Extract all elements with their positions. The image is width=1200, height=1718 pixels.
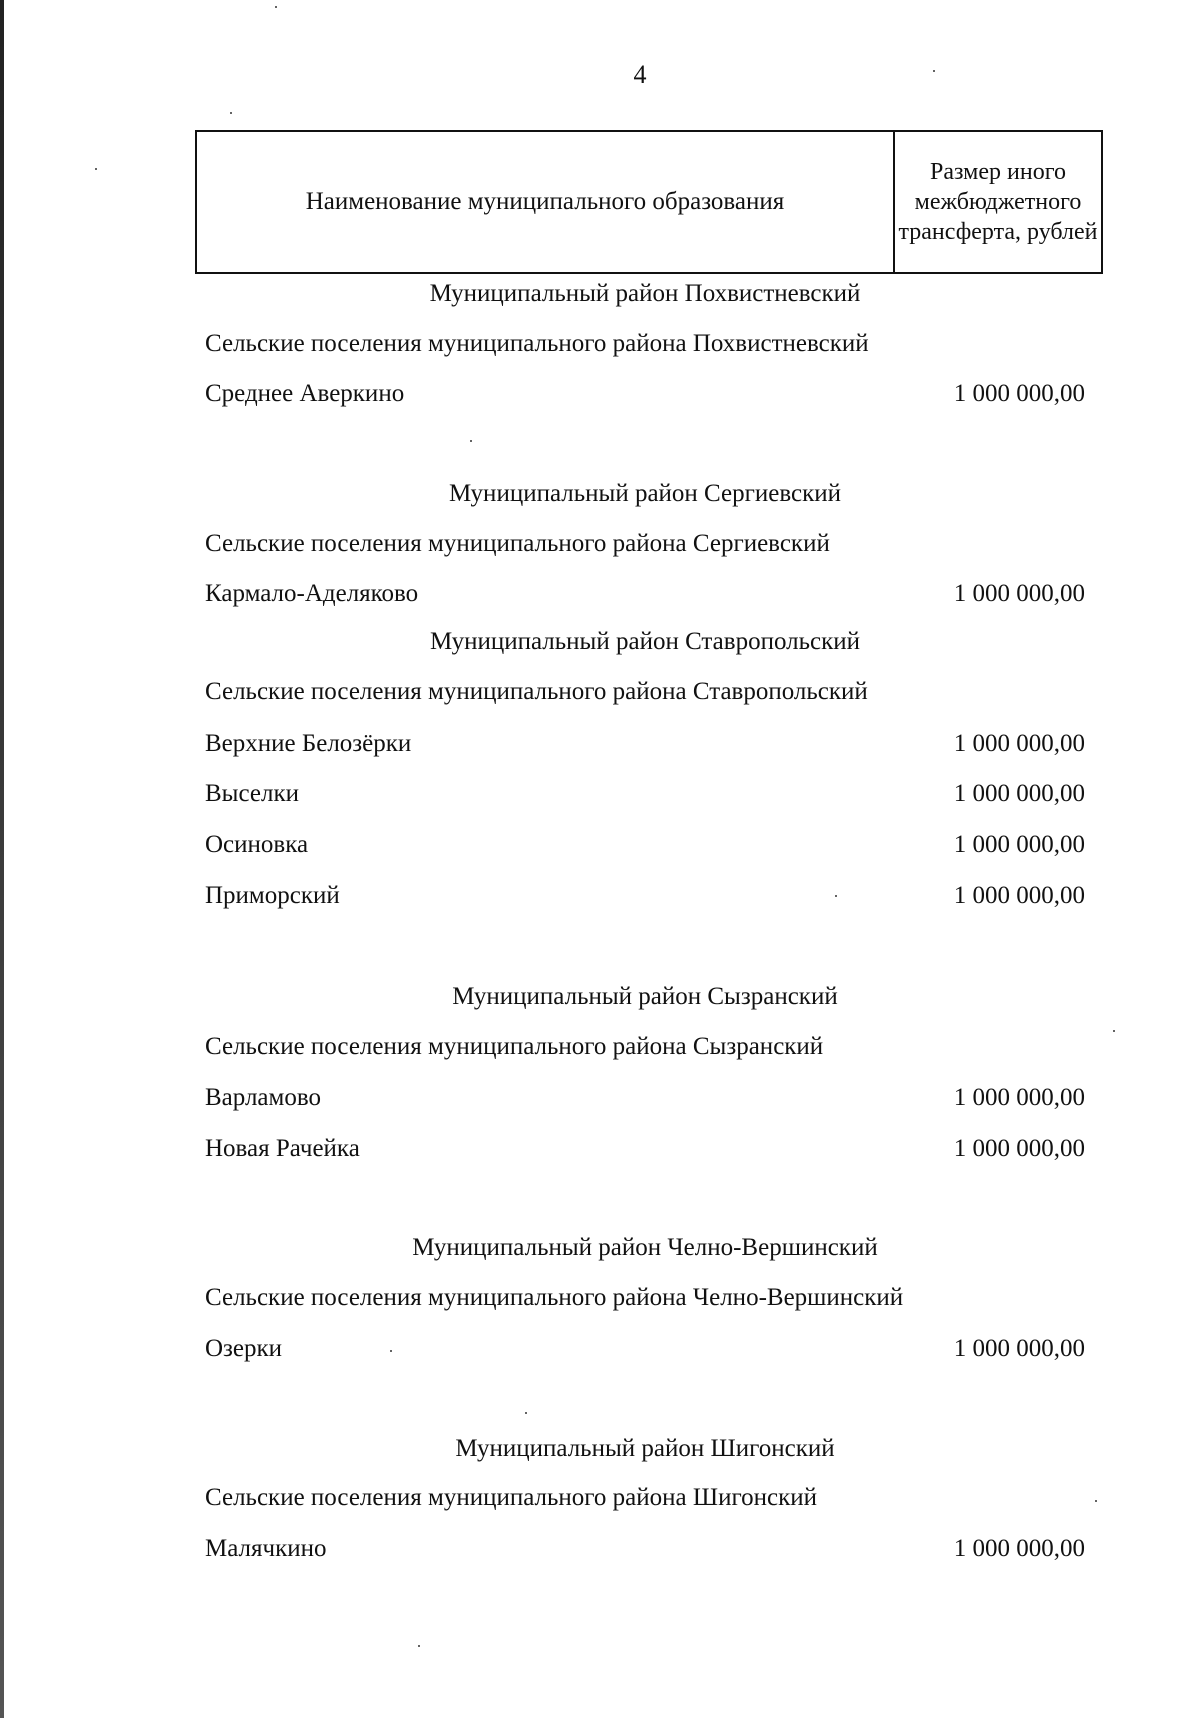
district-title: Муниципальный район Ставропольский bbox=[429, 628, 860, 655]
page-number: 4 bbox=[633, 60, 647, 89]
list-item bbox=[205, 380, 1085, 408]
list-item bbox=[205, 1135, 1085, 1163]
scan-speck bbox=[525, 1412, 527, 1414]
scan-speck bbox=[1095, 1500, 1097, 1502]
settlement-name: Выселки bbox=[205, 780, 299, 807]
settlement-amount: 1 000 000,00 bbox=[953, 1535, 1085, 1562]
settlement-name: Приморский bbox=[205, 882, 340, 909]
scan-speck bbox=[933, 70, 935, 72]
district-subtitle: Сельские поселения муниципального района Сызранский bbox=[205, 1033, 824, 1060]
list-item bbox=[205, 780, 1085, 808]
list-item bbox=[205, 882, 1085, 910]
settlement-name: Кармало-Аделяково bbox=[205, 580, 419, 607]
district-title: Муниципальный район Челно-Вершинский bbox=[412, 1234, 878, 1261]
settlement-name: Малячкино bbox=[205, 1535, 327, 1562]
settlement-name: Среднее Аверкино bbox=[205, 380, 405, 407]
scan-speck bbox=[95, 168, 97, 170]
district-title: Муниципальный район Сызранский bbox=[452, 983, 838, 1010]
settlement-amount: 1 000 000,00 bbox=[953, 882, 1085, 909]
settlement-name: Озерки bbox=[205, 1335, 283, 1362]
district-subtitle: Сельские поселения муниципального района Шигонский bbox=[205, 1484, 817, 1511]
district-subtitle: Сельские поселения муниципального района Челно-Вершинский bbox=[205, 1284, 904, 1311]
list-item bbox=[205, 1335, 1085, 1363]
settlement-amount: 1 000 000,00 bbox=[953, 730, 1085, 757]
scan-speck bbox=[418, 1645, 420, 1647]
district-subtitle: Сельские поселения муниципального района Ставропольский bbox=[205, 678, 868, 705]
scan-speck bbox=[275, 6, 277, 8]
settlement-amount: 1 000 000,00 bbox=[953, 380, 1085, 407]
settlement-amount: 1 000 000,00 bbox=[953, 580, 1085, 607]
district-subtitle: Сельские поселения муниципального района Похвистневский bbox=[205, 330, 869, 357]
settlement-amount: 1 000 000,00 bbox=[953, 1135, 1085, 1162]
scan-speck bbox=[390, 1350, 392, 1352]
district-title: Муниципальный район Похвистневский bbox=[429, 280, 861, 307]
header-amount-cell: Размер иного межбюджетного трансферта, рублей bbox=[898, 159, 1098, 245]
list-item bbox=[205, 580, 1085, 608]
settlement-amount: 1 000 000,00 bbox=[953, 1335, 1085, 1362]
scan-speck bbox=[230, 112, 232, 114]
district-title: Муниципальный район Шигонский bbox=[455, 1435, 835, 1462]
scan-edge bbox=[0, 0, 4, 1718]
settlement-amount: 1 000 000,00 bbox=[953, 1084, 1085, 1111]
settlement-name: Варламово bbox=[205, 1084, 321, 1111]
table-header bbox=[195, 130, 1103, 274]
settlement-name: Осиновка bbox=[205, 831, 309, 858]
settlement-amount: 1 000 000,00 bbox=[953, 831, 1085, 858]
settlement-amount: 1 000 000,00 bbox=[953, 780, 1085, 807]
scan-speck bbox=[1113, 1030, 1115, 1032]
district-subtitle: Сельские поселения муниципального района Сергиевский bbox=[205, 530, 830, 557]
settlement-name: Верхние Белозёрки bbox=[205, 730, 412, 757]
scan-speck bbox=[470, 440, 472, 442]
district-title: Муниципальный район Сергиевский bbox=[448, 480, 842, 507]
list-item bbox=[205, 831, 1085, 859]
settlement-name: Новая Рачейка bbox=[205, 1135, 360, 1162]
scan-speck bbox=[835, 895, 837, 897]
header-name-cell: Наименование муниципального образования bbox=[197, 132, 895, 272]
list-item bbox=[205, 1535, 1085, 1563]
list-item bbox=[205, 1084, 1085, 1112]
list-item bbox=[205, 730, 1085, 758]
